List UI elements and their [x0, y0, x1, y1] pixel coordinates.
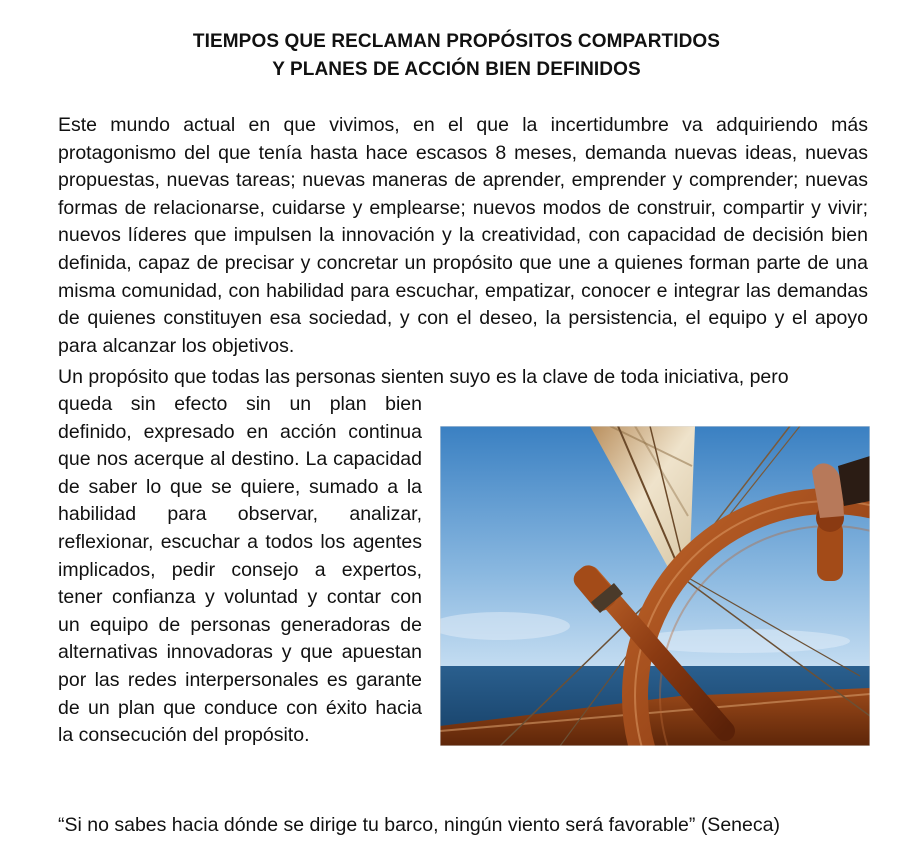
closing-quote: “Si no sabes hacia dónde se dirige tu barco, ningún viento será favorable” (Seneca): [58, 814, 780, 836]
ship-wheel-photo: [440, 426, 870, 746]
paragraph-1: Este mundo actual en que vivimos, en el que la incertidumbre va adquiriendo más protagonismo del que tenía hasta hace escasos 8 meses, demanda nuevas ideas, nuevas propuestas, nuevas tareas; nuevas maneras de aprender, emprender y comprender; nuevas formas de relacionarse, cuidarse y emplearse; nuevos modos de construir, compartir y vivir; nuevos líderes que impulsen la innovación y la creatividad, con capacidad de decisión bien definida, capaz de precisar y concretar un propósito que une a quienes forman parte de una misma comunidad, con habilidad para escuchar, empatizar, conocer e integrar las demandas de quienes constituyen esa sociedad, y con el deseo, la persistencia, el equipo y el apoyo para alcanzar los objetivos.: [58, 114, 868, 357]
paragraph-2-body: queda sin efecto sin un plan bien definido, expresado en acción continua que nos acerque al destino. La capacidad de saber lo que se quiere, sumado a la habilidad para observar, analizar, reflexionar, escuchar a todos los agentes implicados, pedir consejo a expertos, tener confianza y voluntad y contar con un equipo de personas generadoras de alternativas innovadoras y que apuestan por las redes interpersonales es garante de un plan que conduce con éxito hacia la consecución del propósito.: [58, 393, 422, 747]
title-line-1: TIEMPOS QUE RECLAMAN PROPÓSITOS COMPARTIDOS: [192, 31, 721, 52]
title-line-2: Y PLANES DE ACCIÓN BIEN DEFINIDOS: [272, 59, 641, 80]
paragraph-2-lead: Un propósito que todas las personas sienten suyo es la clave de toda iniciativa, pero: [58, 366, 789, 388]
page-title: [0, 28, 913, 84]
